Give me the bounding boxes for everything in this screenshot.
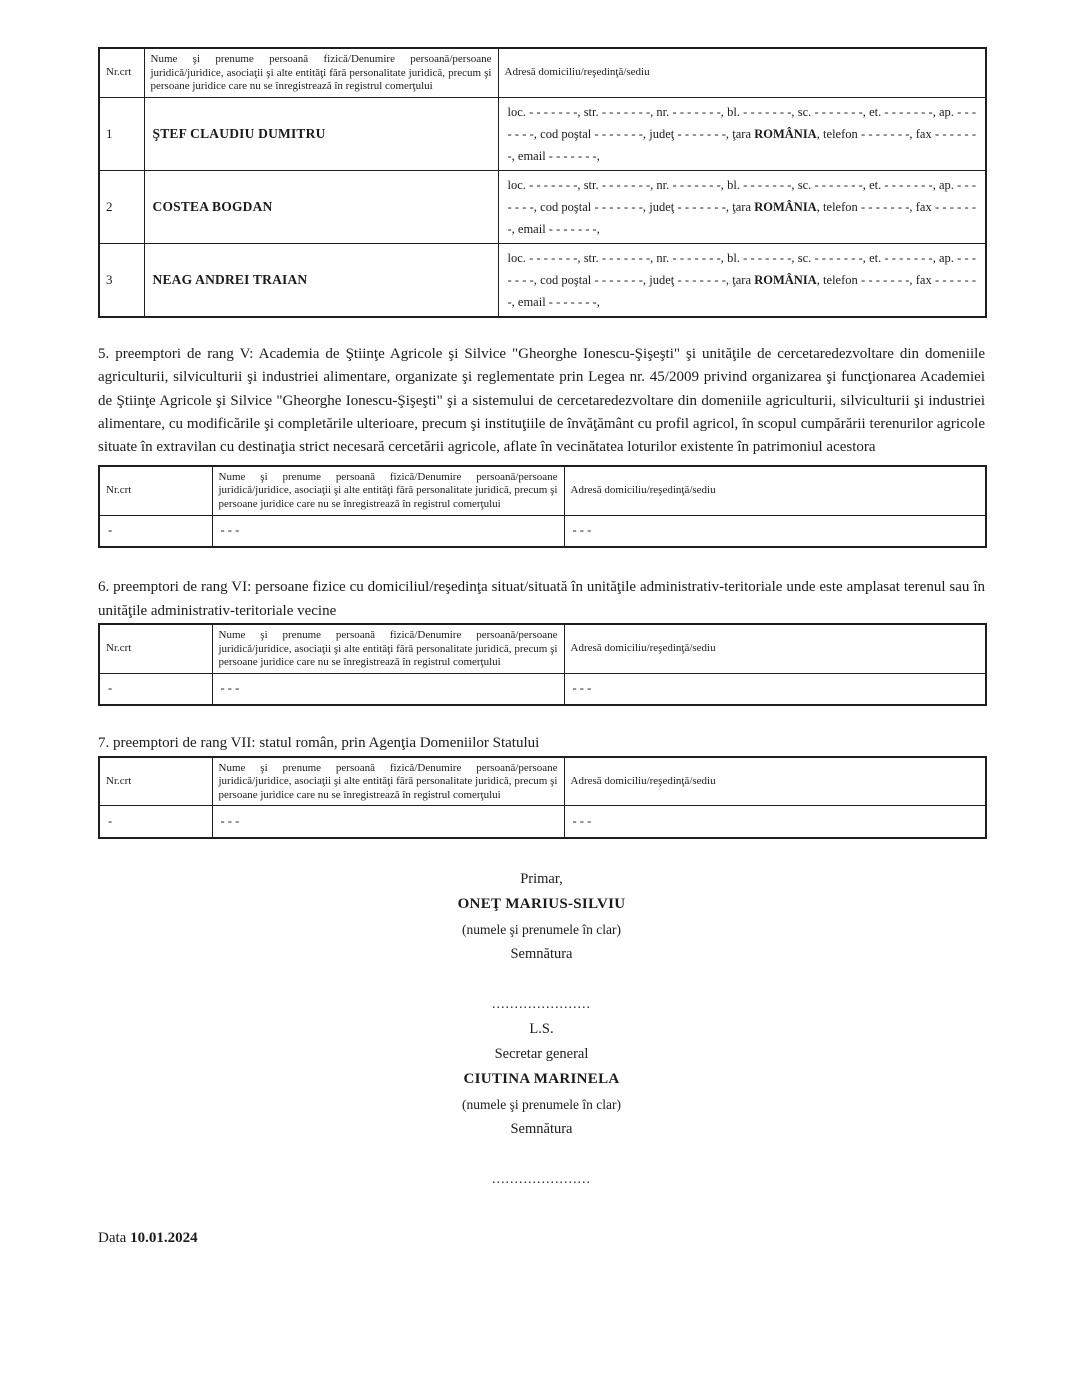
address-cell bbox=[498, 97, 986, 170]
header-address: Adresă domiciliu/reşedinţă/sediu bbox=[564, 466, 986, 515]
row-number: - bbox=[99, 806, 212, 838]
date-value: 10.01.2024 bbox=[130, 1229, 198, 1246]
paragraph-rang-vii: 7. preemptori de rang VII: statul român, prin Agenţia Domeniilor Statului bbox=[98, 735, 540, 752]
person-name: ŞTEF CLAUDIU DUMITRU bbox=[144, 97, 498, 170]
address-cell: - - - bbox=[564, 806, 986, 838]
person-name: - - - bbox=[212, 806, 564, 838]
header-nr-crt: Nr.crt bbox=[99, 757, 212, 806]
primar-clarification: (numele şi prenumele în clar) bbox=[462, 921, 621, 937]
header-name: Nume şi prenume persoană fizică/Denumire persoană/persoane juridică/juridice, asociaţii şi alte entităţi fără personalitate juridică, precum şi persoane juridice care nu se înregistrează în registrul comerţului bbox=[212, 466, 564, 515]
signature-gap bbox=[98, 967, 985, 992]
row-number: 3 bbox=[99, 243, 144, 317]
table-header-row bbox=[99, 466, 986, 515]
person-name: - - - bbox=[212, 673, 564, 705]
secretar-title: Secretar general bbox=[494, 1045, 589, 1062]
rang-vi-table bbox=[98, 623, 987, 706]
primar-name: ONEŢ MARIUS-SILVIU bbox=[457, 895, 626, 912]
address-post: , telefon - - - - - - -, fax - - - - - - -, email - - - - - - -, bbox=[507, 126, 977, 163]
empty-row bbox=[99, 673, 986, 705]
primar-signature-dots: ...................... bbox=[492, 996, 591, 1012]
person-name: COSTEA BOGDAN bbox=[144, 170, 498, 243]
table-header-row bbox=[99, 624, 986, 673]
secretar-signature-dots: ...................... bbox=[492, 1171, 591, 1187]
address-country: ROMÂNIA bbox=[754, 199, 817, 214]
header-address: Adresă domiciliu/reşedinţă/sediu bbox=[564, 624, 986, 673]
paragraph-rang-vi: 6. preemptori de rang VI: persoane fizice cu domiciliul/reşedinţa situat/situată în unităţile administrativ-teritoriale unde este amplasat terenul sau în unităţile administrativ-teritoriale vecine bbox=[98, 579, 985, 619]
table-row bbox=[99, 243, 986, 317]
table-row bbox=[99, 170, 986, 243]
header-name: Nume şi prenume persoană fizică/Denumire persoană/persoane juridică/juridice, asociaţii şi alte entităţi fără personalitate juridică, precum şi persoane juridice care nu se înregistrează în registrul comerţului bbox=[144, 48, 498, 97]
header-address: Adresă domiciliu/reşedinţă/sediu bbox=[498, 48, 986, 97]
address-pre: loc. - - - - - - -, str. - - - - - - -, nr. - - - - - - -, bl. - - - - - - -, sc. - - - - - - -, et. - - - - - - -, ap. - - - - - - -, cod poştal - - - - - - -, judeţ - - - - - - -, ţara bbox=[507, 177, 976, 214]
header-nr-crt: Nr.crt bbox=[99, 466, 212, 515]
person-name: NEAG ANDREI TRAIAN bbox=[144, 243, 498, 317]
signature-gap bbox=[98, 1142, 985, 1167]
address-country: ROMÂNIA bbox=[754, 126, 817, 141]
address-pre: loc. - - - - - - -, str. - - - - - - -, nr. - - - - - - -, bl. - - - - - - -, sc. - - - - - - -, et. - - - - - - -, ap. - - - - - - -, cod poştal - - - - - - -, judeţ - - - - - - -, ţara bbox=[507, 104, 976, 141]
row-number: 1 bbox=[99, 97, 144, 170]
main-preemptor-table bbox=[98, 47, 987, 318]
secretar-signature-label: Semnătura bbox=[510, 1120, 573, 1137]
signature-block bbox=[98, 867, 985, 1192]
main-table-header-row bbox=[99, 48, 986, 97]
header-name: Nume şi prenume persoană fizică/Denumire persoană/persoane juridică/juridice, asociaţii şi alte entităţi fără personalitate juridică, precum şi persoane juridice care nu se înregistrează în registrul comerţului bbox=[212, 757, 564, 806]
date-line bbox=[98, 1230, 985, 1247]
address-cell: - - - bbox=[564, 673, 986, 705]
ls-label: L.S. bbox=[529, 1020, 554, 1037]
row-number: - bbox=[99, 673, 212, 705]
empty-row bbox=[99, 806, 986, 838]
empty-row bbox=[99, 515, 986, 547]
header-nr-crt: Nr.crt bbox=[99, 624, 212, 673]
row-number: - bbox=[99, 515, 212, 547]
address-cell bbox=[498, 170, 986, 243]
address-pre: loc. - - - - - - -, str. - - - - - - -, nr. - - - - - - -, bl. - - - - - - -, sc. - - - - - - -, et. - - - - - - -, ap. - - - - - - -, cod poştal - - - - - - -, judeţ - - - - - - -, ţara bbox=[507, 250, 976, 287]
table-row bbox=[99, 97, 986, 170]
address-country: ROMÂNIA bbox=[754, 272, 817, 287]
address-cell bbox=[498, 243, 986, 317]
header-address: Adresă domiciliu/reşedinţă/sediu bbox=[564, 757, 986, 806]
row-number: 2 bbox=[99, 170, 144, 243]
primar-title: Primar, bbox=[520, 870, 563, 887]
secretar-clarification: (numele şi prenumele în clar) bbox=[462, 1096, 621, 1112]
date-label: Data bbox=[98, 1229, 131, 1246]
address-post: , telefon - - - - - - -, fax - - - - - - -, email - - - - - - -, bbox=[507, 272, 977, 309]
header-nr-crt: Nr.crt bbox=[99, 48, 144, 97]
person-name: - - - bbox=[212, 515, 564, 547]
rang-v-table bbox=[98, 465, 987, 548]
address-cell: - - - bbox=[564, 515, 986, 547]
address-post: , telefon - - - - - - -, fax - - - - - - -, email - - - - - - -, bbox=[507, 199, 977, 236]
paragraph-rang-v: 5. preemptori de rang V: Academia de Ştiinţe Agricole şi Silvice "Gheorghe Ionescu-Şişeşti" şi unităţile de cercetaredezvoltare din domeniile agriculturii, silviculturii şi industriei alimentare, organizate şi reglementate prin Legea nr. 45/2009 privind organizarea şi funcţionarea Academiei de Ştiinţe Agricole şi Silvice "Gheorghe Ionescu-Şişeşti" şi a sistemului de cercetaredezvoltare din domeniile agriculturii, silviculturii şi industriei alimentare, cu modificările şi completările ulterioare, precum şi instituţiile de învăţământ cu profil agricol, în scopul cumpărării terenurilor agricole situate în extravilan cu destinaţia strict necesară cercetării agricole, aflate în vecinătatea loturilor existente în patrimoniul acestora bbox=[98, 345, 985, 456]
primar-signature-label: Semnătura bbox=[510, 945, 573, 962]
header-name: Nume şi prenume persoană fizică/Denumire persoană/persoane juridică/juridice, asociaţii şi alte entităţi fără personalitate juridică, precum şi persoane juridice care nu se înregistrează în registrul comerţului bbox=[212, 624, 564, 673]
table-header-row bbox=[99, 757, 986, 806]
rang-vii-table bbox=[98, 756, 987, 839]
secretar-name: CIUTINA MARINELA bbox=[463, 1070, 620, 1087]
